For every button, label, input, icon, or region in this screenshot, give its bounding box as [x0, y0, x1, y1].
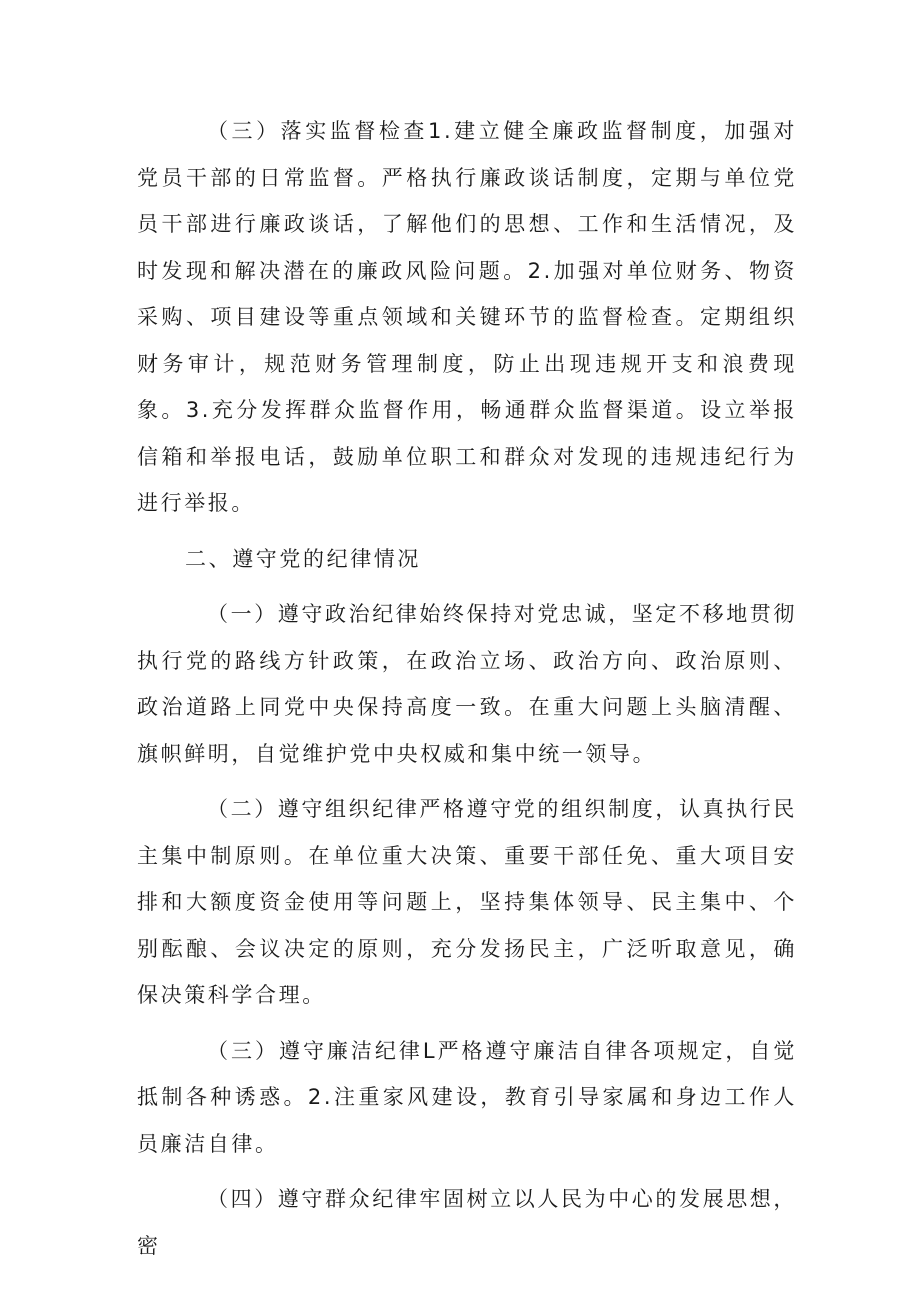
section-heading-party-discipline: 二、遵守党的纪律情况: [185, 546, 421, 571]
paragraph-political-discipline: （一）遵守政治纪律始终保持对党忠诚，坚定不移地贯彻执行党的路线方针政策，在政治立场、政治方向、政治原则、政治道路上同党中央保持高度一致。在重大问题上头脑清醒、旗帜鲜明，自觉维护党中央权威和集中统一领导。: [137, 602, 797, 766]
paragraph-supervision-inspection: （三）落实监督检查1.建立健全廉政监督制度，加强对党员干部的日常监督。严格执行廉政谈话制度，定期与单位党员干部进行廉政谈话，了解他们的思想、工作和生活情况，及时发现和解决潜在的廉政风险问题。2.加强对单位财务、物资采购、项目建设等重点领域和关键环节的监督检查。定期组织财务审计，规范财务管理制度，防止出现违规开支和浪费现象。3.充分发挥群众监督作用，畅通群众监督渠道。设立举报信箱和举报电话，鼓励单位职工和群众对发现的违规违纪行为进行举报。: [137, 119, 797, 515]
paragraph-mass-discipline: （四）遵守群众纪律牢固树立以人民为中心的发展思想，密: [137, 1187, 797, 1258]
paragraph-integrity-discipline: （三）遵守廉洁纪律L严格遵守廉洁自律各项规定，自觉抵制各种诱惑。2.注重家风建设，教育引导家属和身边工作人员廉洁自律。: [137, 1038, 797, 1156]
document-body: [137, 108, 797, 1278]
paragraph-organizational-discipline: （二）遵守组织纪律严格遵守党的组织制度，认真执行民主集中制原则。在单位重大决策、重要干部任免、重大项目安排和大额度资金使用等问题上，坚持集体领导、民主集中、个别酝酿、会议决定的原则，充分发扬民主，广泛听取意见，确保决策科学合理。: [137, 797, 797, 1007]
